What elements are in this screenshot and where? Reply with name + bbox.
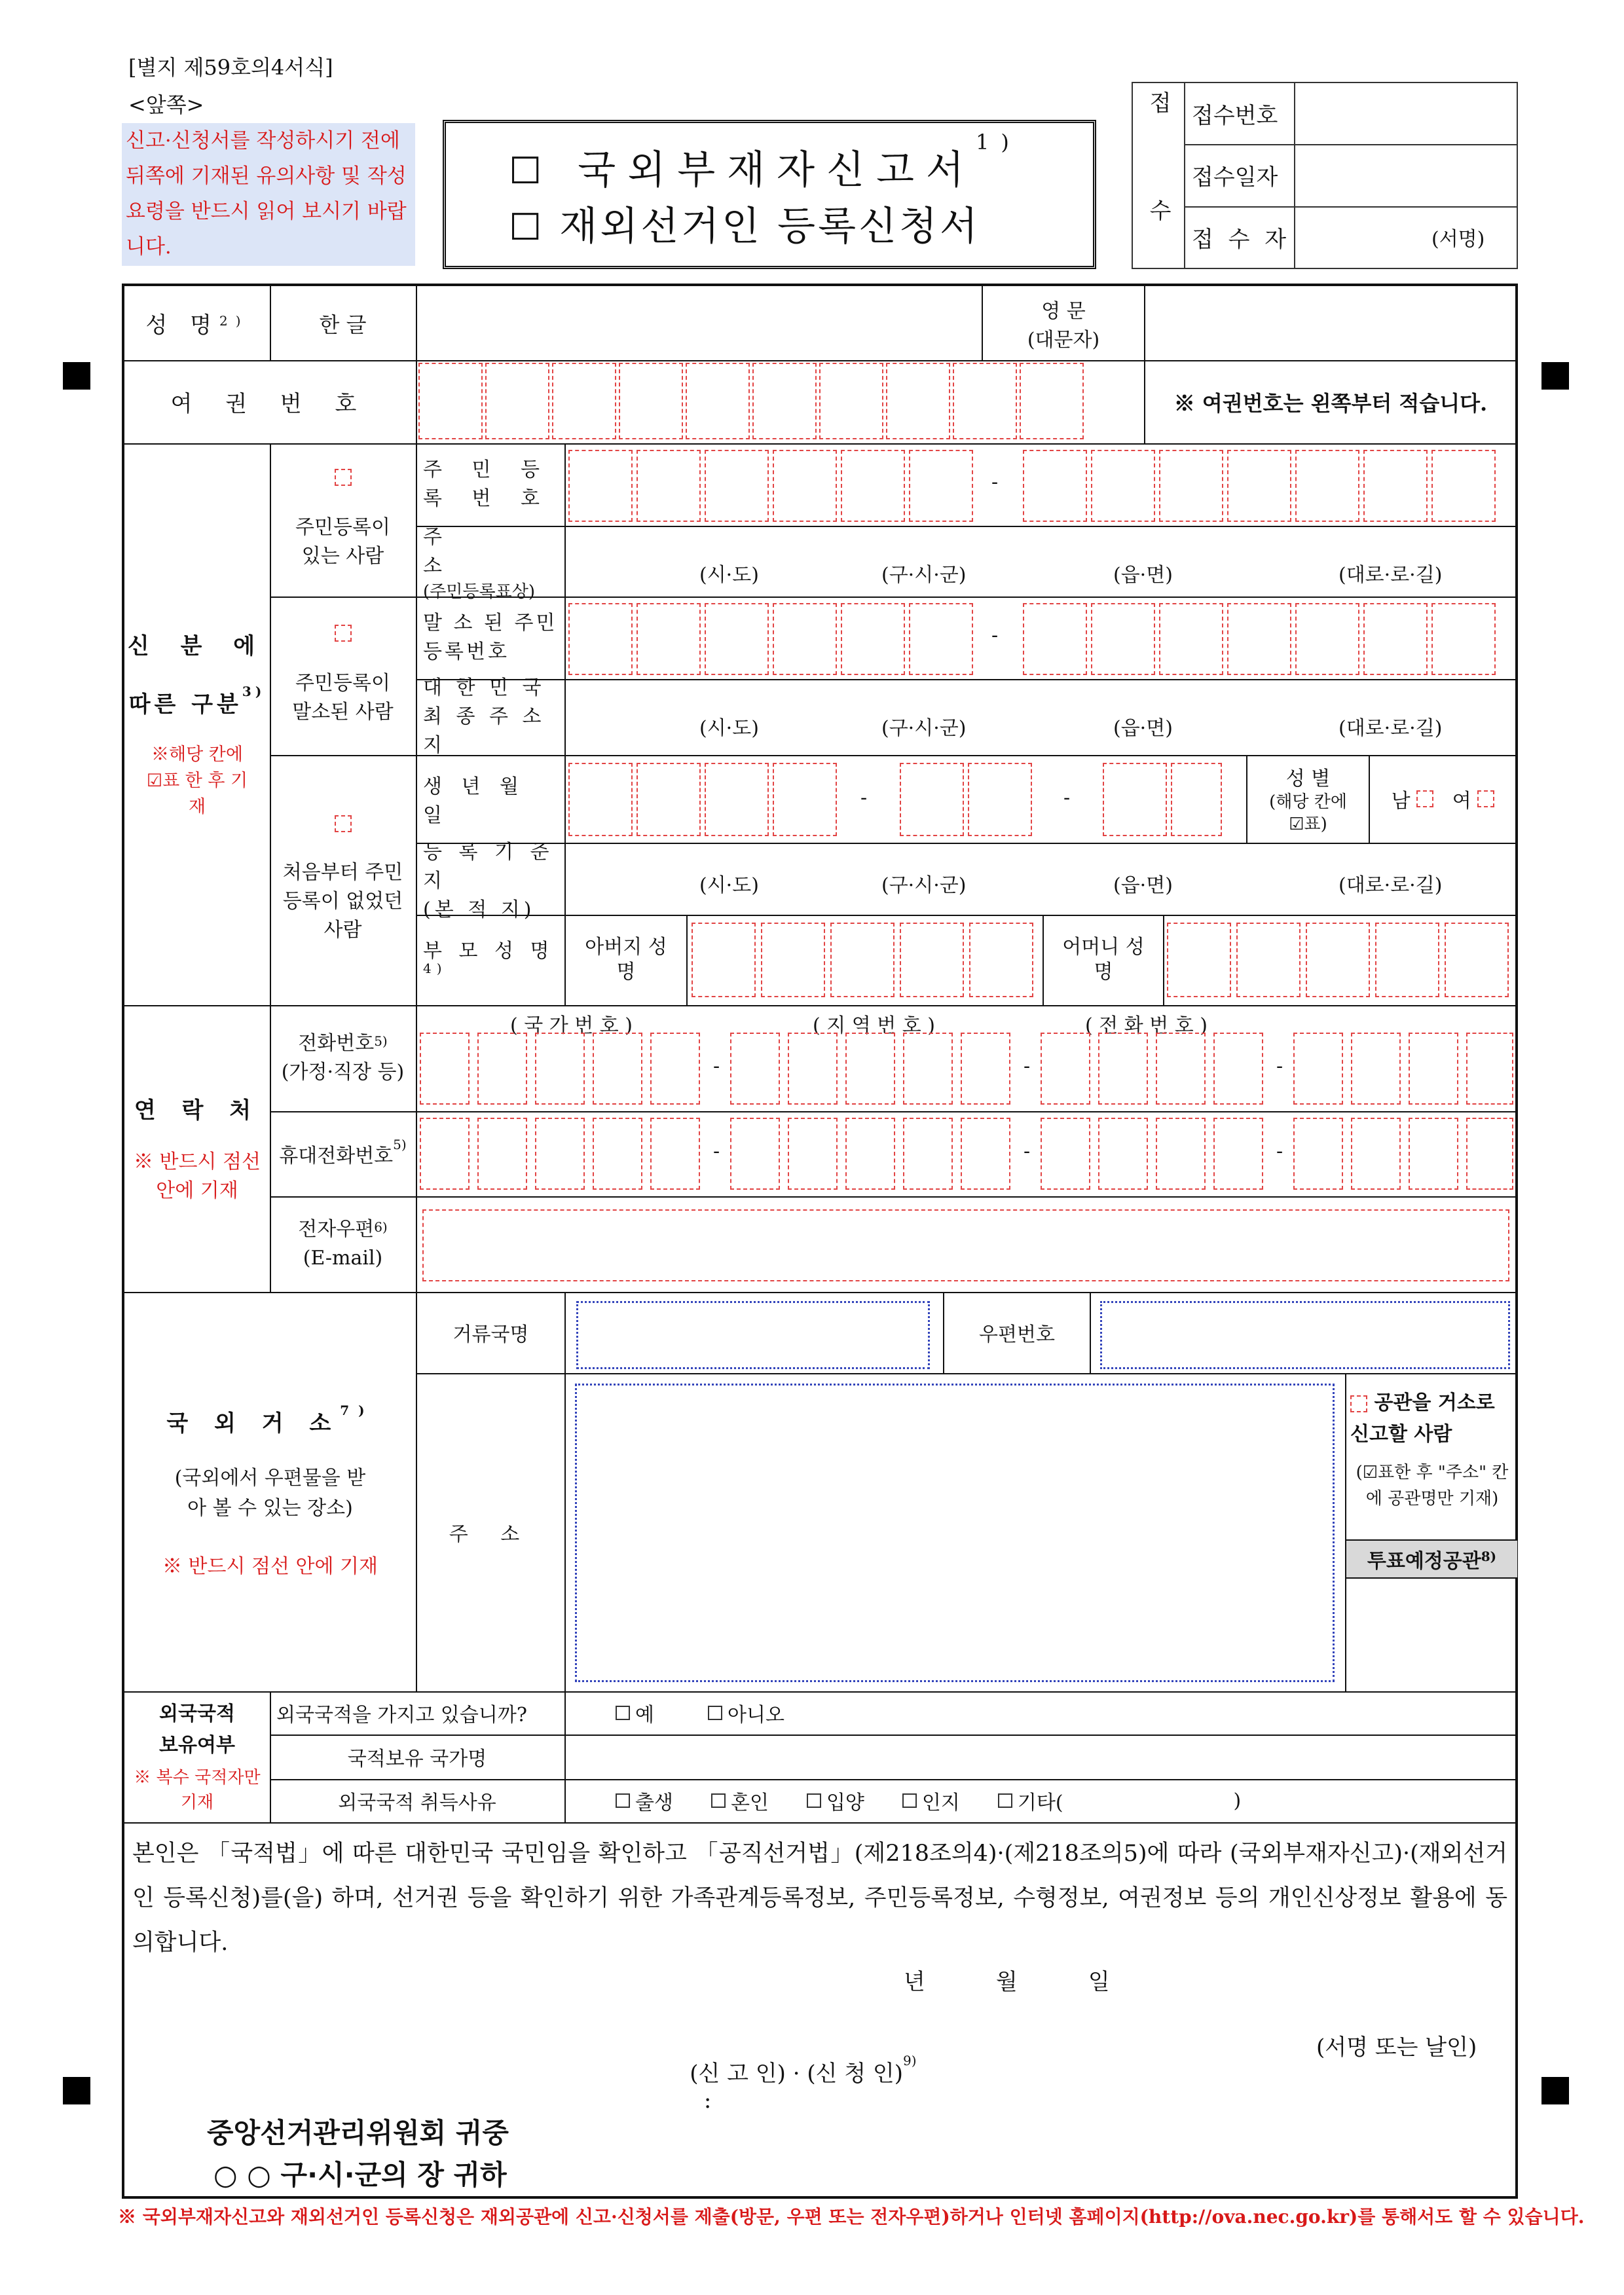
foreign-reason-label: 외국국적 취득사유 [338, 1791, 496, 1814]
consent-date: 년 월 일 [904, 1969, 1110, 1995]
email-field[interactable] [422, 1209, 1509, 1281]
receipt-sign-label: (서명) [1431, 228, 1485, 251]
checkbox-icon[interactable] [616, 1706, 630, 1720]
page-side: <앞쪽> [128, 92, 204, 117]
last-address-label: 대 한 민 국 최 종 주 소 지 [423, 676, 545, 757]
checkbox-icon[interactable] [711, 1793, 726, 1808]
addressee-1: 중앙선거관리위원회 귀중 [207, 2117, 509, 2149]
receipt-date-label: 접수일자 [1192, 164, 1278, 191]
abroad-address-label: 주 소 [449, 1523, 533, 1546]
abroad-address-field[interactable] [575, 1384, 1335, 1682]
rrn-label: 주 민 등 록 번 호 [423, 458, 552, 510]
checkbox-icon[interactable] [902, 1793, 917, 1808]
address-field[interactable]: (시·도) (구·시·군) (읍·면) (대로·로·길) [699, 564, 1443, 587]
checkbox-icon[interactable] [335, 469, 352, 486]
checkbox-icon[interactable]: ☐ [509, 206, 545, 249]
vote-mission-label: 투표예정공관 $^{8)}$ [1346, 1539, 1517, 1579]
checkbox-icon[interactable] [1477, 790, 1494, 807]
foreign-yesno[interactable]: 예 아니오 [616, 1691, 784, 1735]
registration-mark-bottom-left [63, 2077, 90, 2104]
main-form [122, 284, 1518, 2199]
last-address-field[interactable]: (시·도) (구·시·군) (읍·면) (대로·로·길) [699, 717, 1443, 740]
receipt-no-label: 접수번호 [1192, 103, 1278, 129]
domicile-label: 등 록 기 준 지 (본 적 지) [423, 841, 555, 921]
foreign-country-label: 국적보유 국가명 [347, 1748, 487, 1771]
passport-note: ※ 여권번호는 왼쪽부터 적습니다. [1173, 390, 1488, 416]
notice-box: 신고·신청서를 작성하시기 전에 뒤쪽에 기재된 유의사항 및 작성요령을 반드시 읽어 보시기 바랍니다. [122, 123, 415, 266]
mobile-label: 휴대전화번호$^{5)}$ [279, 1137, 407, 1167]
checkbox-icon[interactable] [616, 1793, 630, 1808]
domicile-field[interactable]: (시·도) (구·시·군) (읍·면) (대로·로·길) [699, 874, 1443, 897]
email-label: 전자우편$^{6)}$ (E-mail) [298, 1218, 388, 1270]
gender-options[interactable]: 남 여 [1369, 755, 1517, 843]
name-english-field[interactable] [1144, 286, 1517, 360]
phone-field[interactable]: ( 국 가 번 호 ) ( 지 역 번 호 ) ( 전 화 번 호 ) - - - [417, 1005, 1517, 1111]
gender-label: 성 별 (해당 칸에 ☑표) [1246, 755, 1370, 843]
receipt-person-label: 접 수 자 [1192, 226, 1291, 253]
birthdate-label: 생 년 월 일 [423, 775, 526, 827]
mother-label: 어머니 성 명 [1043, 915, 1164, 1005]
father-name-field[interactable] [689, 915, 1043, 1005]
checkbox-icon[interactable] [1416, 790, 1433, 807]
postal-label: 우편번호 [943, 1292, 1091, 1373]
form-id: [별지 제59호의4서식] [128, 55, 333, 80]
checkbox-icon[interactable] [998, 1793, 1012, 1808]
checkbox-icon[interactable]: ☐ [509, 150, 554, 193]
registration-mark-top-right [1541, 362, 1569, 390]
receipt-side-label: 접 수 [1133, 83, 1185, 268]
country-label: 거류국명 [452, 1323, 529, 1346]
deleted-rrn-label: 말 소 된 주민등록번호 [423, 612, 558, 663]
mother-name-field[interactable] [1164, 915, 1517, 1005]
address-label: 주 소 (주민등록표상) [423, 525, 535, 602]
passport-label: 여 권 번 호 [124, 360, 417, 443]
parents-label: 부 모 성 명$^{4)}$ [423, 939, 555, 976]
consent-text: 본인은 「국적법」에 따른 대한민국 국민임을 확인하고 「공직선거법」(제218조의4)·(제218조의5)에 따라 (국외부재자신고)·(재외선거인 등록신청)를(을) 하며, 선거권 등을 확인하기 위한 가족관계등록정보, 주민등록정보, 수형정보, 여권정보 등의 개인신상정보 활용에 동의합니다. [132, 1841, 1507, 1956]
footer-note: ※ 국외부재자신고와 재외선거인 등록신청은 재외공관에 신고·신청서를 제출(방문, 우편 또는 전자우편)하거나 인터넷 홈페이지(http://ova.nec.go.kr)를 통해서도 할 수 있습니다. [118, 2206, 1585, 2228]
father-label: 아버지 성 명 [566, 915, 688, 1005]
mission-option[interactable]: 공관을 거소로 신고할 사람 (☑표한 후 "주소" 칸에 공관명만 기재) [1350, 1391, 1509, 1509]
checkbox-icon[interactable] [335, 625, 352, 642]
foreign-question: 외국국적을 가지고 있습니까? [276, 1704, 527, 1727]
identity-label: 신 분 에 따른 구분$^{3)}$ ※해당 칸에 ☑표 한 후 기재 [124, 443, 271, 1005]
foreign-label: 외국국적 보유여부 ※ 복수 국적자만 기재 [124, 1691, 271, 1822]
contact-label: 연 락 처 ※ 반드시 점선 안에 기재 [124, 1005, 271, 1292]
passport-number-field[interactable] [417, 360, 1145, 443]
deleted-rrn-field[interactable]: - [566, 597, 1517, 679]
title-line-1: ☐ 국외부재자신고서$^{1)}$ [509, 130, 1021, 193]
checkbox-icon[interactable] [807, 1793, 821, 1808]
rrn-field[interactable]: - [566, 443, 1517, 526]
identity-group-3[interactable]: 처음부터 주민등록이 없었던 사람 [270, 755, 416, 1005]
addressee-2: ○ ○ 구·시·군의 장 귀하 [213, 2159, 507, 2191]
phone-label: 전화번호$^{5)}$ (가정·직장 등) [281, 1032, 405, 1084]
checkbox-icon[interactable] [708, 1706, 722, 1720]
title-line-2: ☐ 재외선거인 등록신청서 [509, 204, 980, 249]
abroad-label: 국 외 거 소$^{7)}$ (국외에서 우편물을 받아 볼 수 있는 장소) ※ 반드시 점선 안에 기재 [124, 1292, 417, 1691]
foreign-reason-options[interactable]: 출생 혼인 입양 인지 기타( ) [616, 1779, 1241, 1822]
vote-mission-field[interactable] [1346, 1577, 1517, 1691]
signer-label: (신 고 인) · (신 청 인)$^{9)}$ : [690, 2053, 917, 2114]
mobile-field[interactable]: - - - [417, 1111, 1517, 1196]
name-english-label: 영 문 (대문자) [982, 286, 1145, 360]
foreign-country-field[interactable] [566, 1735, 1517, 1779]
name-korean-field[interactable] [417, 286, 982, 360]
title-box [443, 120, 1096, 269]
identity-group-1[interactable]: 주민등록이 있는 사람 [270, 443, 416, 597]
signature-label: (서명 또는 날인) [1316, 2034, 1477, 2061]
postal-field[interactable] [1100, 1301, 1510, 1369]
checkbox-icon[interactable] [1350, 1395, 1367, 1412]
birthdate-field[interactable]: - - [566, 755, 1224, 843]
name-korean-label: 한 글 [270, 286, 417, 360]
receipt-table [1132, 82, 1518, 269]
checkbox-icon[interactable] [335, 815, 352, 832]
registration-mark-bottom-right [1541, 2077, 1569, 2104]
identity-group-2[interactable]: 주민등록이 말소된 사람 [270, 597, 416, 755]
country-field[interactable] [576, 1301, 930, 1369]
name-label: 성 명 $^{2)}$ [124, 286, 271, 360]
registration-mark-top-left [63, 362, 90, 390]
